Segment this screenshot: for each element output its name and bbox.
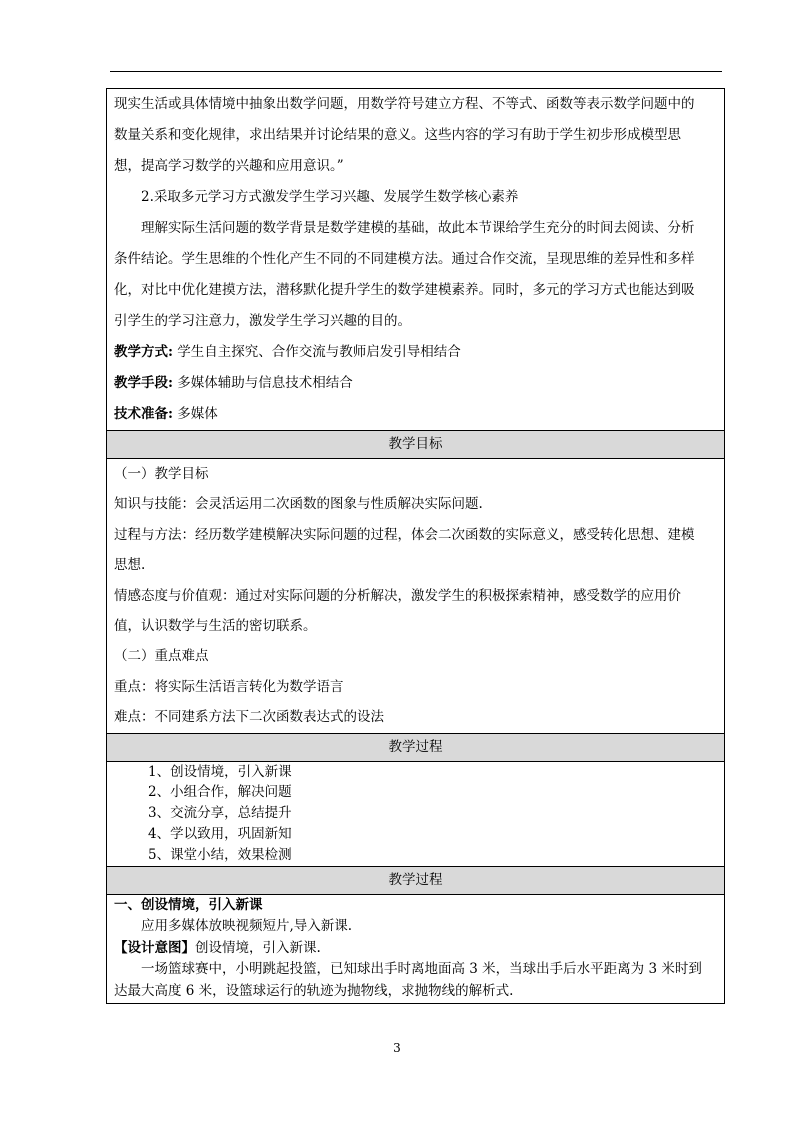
problem-line: 达最大高度 6 米，设篮球运行的轨迹为抛物线，求抛物线的解析式. bbox=[114, 983, 514, 1000]
band-teaching-process-2: 教学过程 bbox=[107, 866, 725, 894]
table-row bbox=[107, 733, 725, 761]
teaching-method-value: 学生自主探究、合作交流与教师启发引导相结合 bbox=[172, 344, 461, 360]
page-number: 3 bbox=[393, 1041, 401, 1055]
detail-line: 应用多媒体放映视频短片,导入新课. bbox=[141, 918, 353, 935]
tech-prep bbox=[114, 399, 717, 430]
teaching-method bbox=[114, 337, 717, 368]
teaching-means bbox=[114, 368, 717, 399]
paragraph-line: 理解实际生活问题的数学背景是数学建模的基础，故此本节课给学生充分的时间去阅读、分析 bbox=[141, 220, 695, 236]
table-row bbox=[107, 761, 725, 866]
goal-line: （二）重点难点 bbox=[114, 648, 209, 665]
list-item: 3、交流分享，总结提升 bbox=[148, 805, 292, 822]
teaching-means-value: 多媒体辅助与信息技术相结合 bbox=[172, 375, 353, 391]
goal-line: 情感态度与价值观：通过对实际问题的分析解决，激发学生的积极探索精神，感受数学的应用价 bbox=[114, 587, 681, 604]
list-item: 5、课堂小结，效果检测 bbox=[148, 846, 292, 863]
process-detail-cell bbox=[107, 894, 725, 1003]
goal-line: 过程与方法：经历数学建模解决实际问题的过程，体会二次函数的实际意义，感受转化思想、建模 bbox=[114, 526, 695, 543]
goal-line: 思想. bbox=[114, 557, 146, 574]
design-intent bbox=[114, 938, 717, 960]
list-item: 4、学以致用，巩固新知 bbox=[148, 826, 292, 843]
band-teaching-goals: 教学目标 bbox=[107, 431, 725, 459]
teaching-method-label: 教学方式: bbox=[114, 344, 173, 360]
paragraph-line: 数量关系和变化规律，求出结果并讨论结果的意义。这些内容的学习有助于学生初步形成模型思 bbox=[114, 127, 681, 143]
process-steps-cell bbox=[107, 761, 725, 866]
tech-prep-value: 多媒体 bbox=[172, 406, 218, 422]
table-row bbox=[107, 89, 725, 431]
step-heading: 一、创设情境，引入新课 bbox=[114, 896, 263, 913]
band-teaching-process: 教学过程 bbox=[107, 733, 725, 761]
table-row bbox=[107, 894, 725, 1003]
goal-line: 值，认识数学与生活的密切联系。 bbox=[114, 618, 317, 635]
table-row bbox=[107, 459, 725, 734]
teaching-goals-cell bbox=[107, 459, 725, 734]
design-rationale-cell bbox=[107, 89, 725, 431]
tech-prep-label: 技术准备: bbox=[114, 406, 173, 422]
paragraph-line: 条件结论。学生思维的个性化产生不同的不同建模方法。通过合作交流，呈现思维的差异性和多样 bbox=[114, 251, 695, 267]
lesson-plan-table bbox=[106, 88, 725, 1004]
subheading-line: 2.采取多元学习方式激发学生学习兴趣、发展学生数学核心素养 bbox=[141, 189, 519, 205]
goal-line: （一）教学目标 bbox=[114, 466, 209, 482]
table-row bbox=[107, 431, 725, 459]
list-item: 2、小组合作，解决问题 bbox=[148, 784, 292, 801]
paragraph-line: 现实生活或具体情境中抽象出数学问题，用数学符号建立方程、不等式、函数等表示数学问题中的 bbox=[114, 96, 695, 112]
paragraph-line: 化，对比中优化建摸方法，潜移默化提升学生的数学建模素养。同时，多元的学习方式也能达到吸 bbox=[114, 282, 695, 298]
paragraph-line: 想，提高学习数学的兴趣和应用意识。” bbox=[114, 158, 344, 174]
teaching-means-label: 教学手段: bbox=[114, 375, 173, 391]
problem-line: 一场篮球赛中，小明跳起投篮，已知球出手时离地面高 3 米，当球出手后水平距离为 3 米时到 bbox=[141, 961, 702, 978]
goal-line: 知识与技能：会灵活运用二次函数的图象与性质解决实际问题. bbox=[114, 496, 483, 513]
list-item: 1、创设情境，引入新课 bbox=[148, 763, 292, 780]
goal-line: 重点：将实际生活语言转化为数学语言 bbox=[114, 678, 344, 695]
table-row bbox=[107, 866, 725, 894]
paragraph-line: 引学生的学习注意力，激发学生学习兴趣的目的。 bbox=[114, 313, 411, 329]
header-rule bbox=[110, 71, 722, 72]
goal-line: 难点：不同建系方法下二次函数表达式的设法 bbox=[114, 709, 384, 726]
design-intent-label: 【设计意图】 bbox=[114, 939, 195, 956]
design-intent-text: 创设情境，引入新课. bbox=[195, 939, 321, 956]
